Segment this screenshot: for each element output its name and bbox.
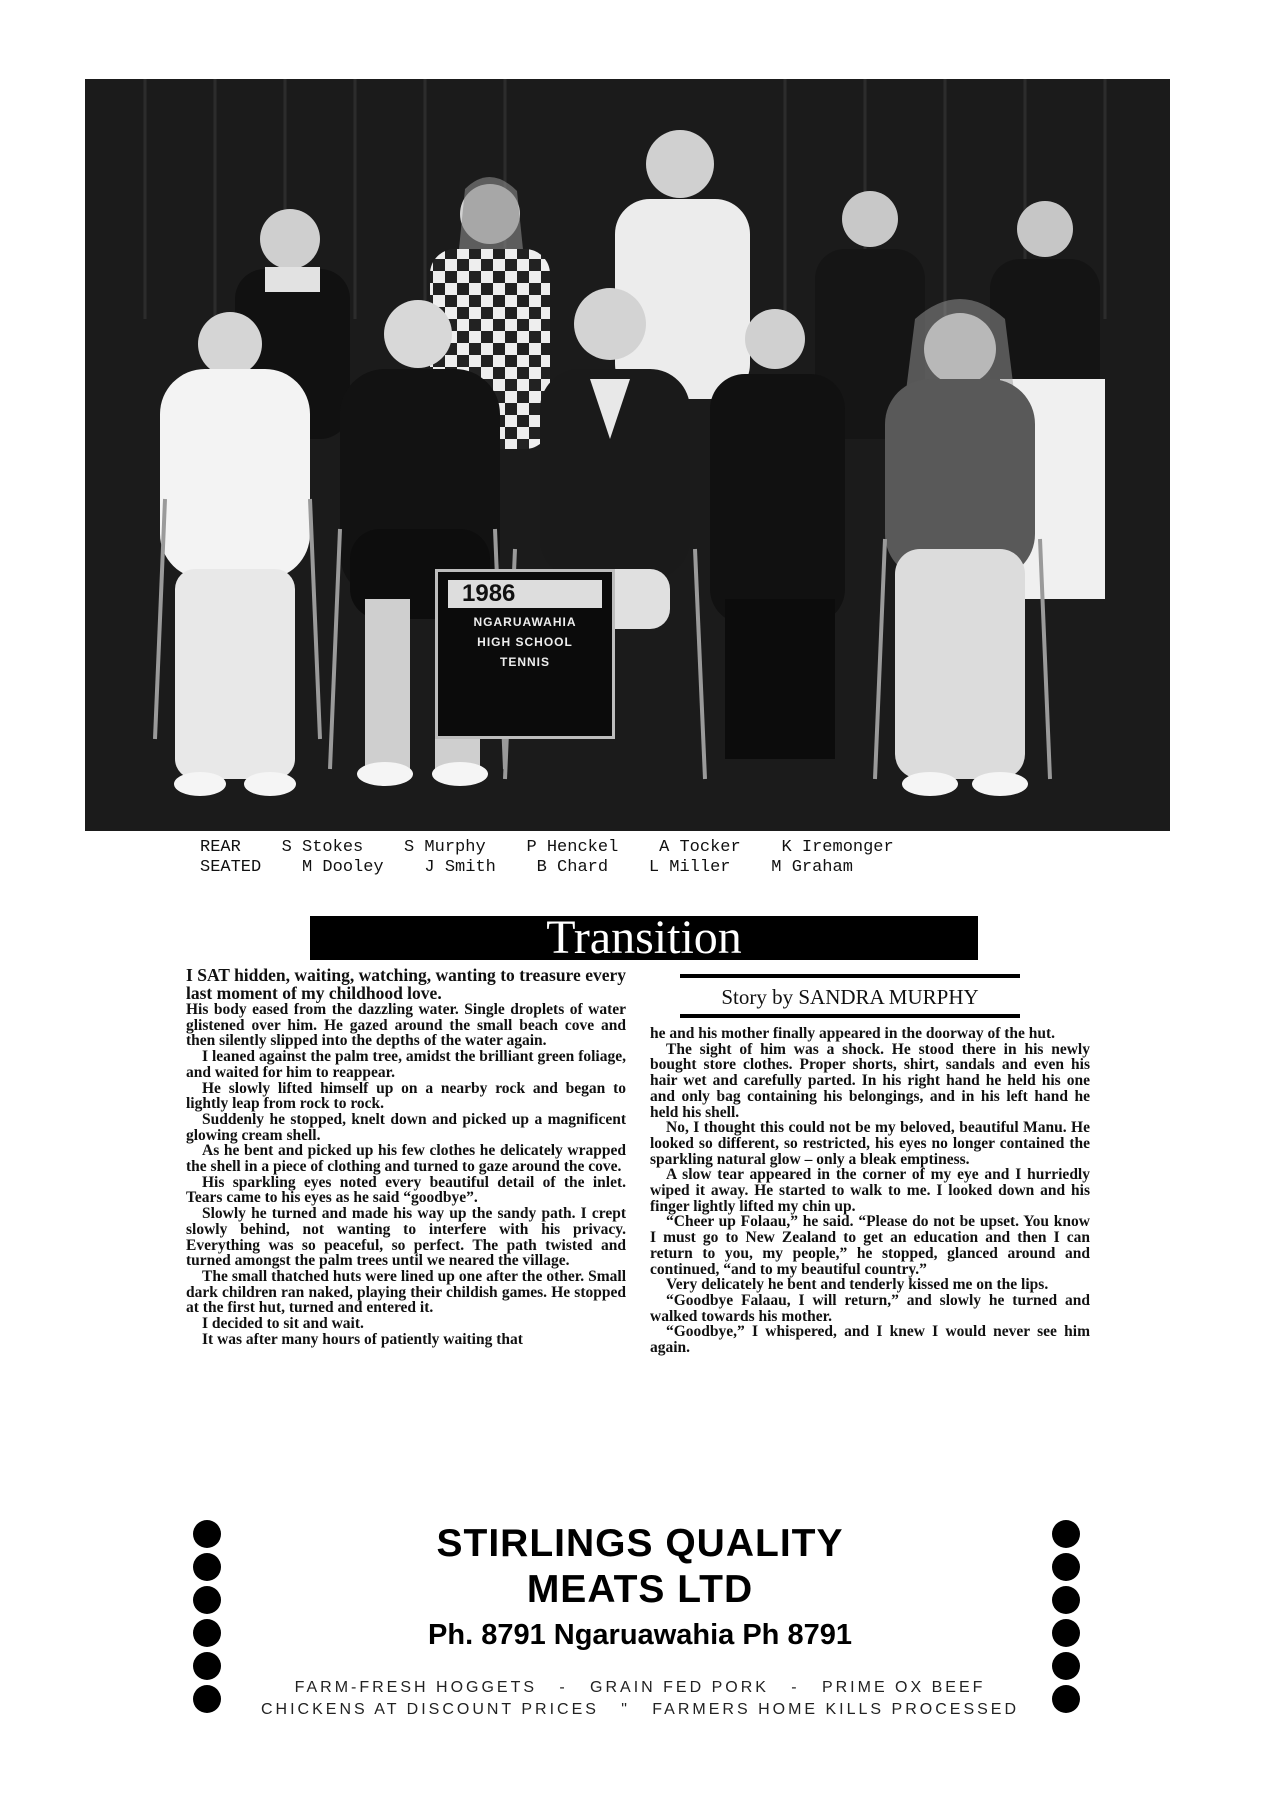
ad-phone: Ph. 8791 Ngaruawahia Ph 8791 bbox=[428, 1619, 852, 1651]
story-paragraph: A slow tear appeared in the corner of my eye and I hurriedly wiped it away. He started to walk to me. I looked down and his finger lightly lifted my chin up. bbox=[650, 1166, 1090, 1215]
story-paragraph: “Goodbye,” I whispered, and I knew I would never see him again. bbox=[650, 1323, 1090, 1357]
story-paragraph: I SAT hidden, waiting, watching, wanting to treasure every last moment of my childhood love. bbox=[186, 965, 626, 1003]
story-paragraph: Very delicately he bent and tenderly kissed me on the lips. bbox=[666, 1276, 1049, 1294]
story-title: Transition bbox=[310, 916, 978, 960]
story-paragraph: I decided to sit and wait. bbox=[202, 1315, 364, 1333]
bullet-dot-icon bbox=[1052, 1520, 1080, 1548]
ad-business-name-line1: STIRLINGS QUALITY bbox=[436, 1522, 844, 1565]
bullet-dot-icon bbox=[1052, 1619, 1080, 1647]
bullet-dot-icon bbox=[193, 1520, 221, 1548]
ad-products-line2: CHICKENS AT DISCOUNT PRICES " FARMERS HOME KILLS PROCESSED bbox=[260, 1701, 1020, 1718]
team-sign bbox=[435, 569, 615, 739]
team-photo bbox=[85, 79, 1170, 831]
team-sign-line1: NGARUAWAHIA bbox=[473, 615, 577, 629]
story-paragraph: “Goodbye Falaau, I will return,” and slowly he turned and walked towards his mother. bbox=[650, 1291, 1090, 1325]
team-sign-year: 1986 bbox=[448, 580, 602, 608]
ad-business-name-line2: MEATS LTD bbox=[526, 1568, 754, 1611]
ad-dots-left bbox=[193, 1520, 225, 1718]
bullet-dot-icon bbox=[1052, 1553, 1080, 1581]
byline-rule-top bbox=[680, 974, 1020, 978]
story-column-right bbox=[650, 1026, 1090, 1356]
ad-dots-right bbox=[1052, 1520, 1084, 1718]
bullet-dot-icon bbox=[193, 1553, 221, 1581]
story-byline: Story by SANDRA MURPHY bbox=[721, 985, 979, 1009]
caption-rear-row: REAR S Stokes S Murphy P Henckel A Tocker K Iremonger bbox=[200, 838, 894, 857]
story-paragraph: Slowly he turned and made his way up the sandy path. I crept slowly behind, not wanting to interfere with his privacy. Everything was so peaceful, so perfect. The path twisted and turned amongst the palm trees until we neared the village. bbox=[186, 1205, 626, 1270]
story-paragraph: Suddenly he stopped, knelt down and picked up a magnificent glowing cream shell. bbox=[186, 1110, 626, 1144]
story-paragraph: His sparkling eyes noted every beautiful detail of the inlet. Tears came to his eyes as he said “goodbye”. bbox=[186, 1173, 626, 1207]
story-paragraph: He slowly lifted himself up on a nearby rock and began to lightly leap from rock to rock. bbox=[186, 1079, 626, 1113]
team-sign-line2: HIGH SCHOOL bbox=[477, 635, 573, 649]
story-paragraph: he and his mother finally appeared in the doorway of the hut. bbox=[650, 1025, 1056, 1042]
story-paragraph: “Cheer up Folaau,” he said. “Please do not be upset. You know I must go to New Zealand to get an education and then I can return to you, my people,” he stopped, glanced around and continued, “and to my beautiful country.” bbox=[650, 1213, 1090, 1278]
bullet-dot-icon bbox=[193, 1619, 221, 1647]
bullet-dot-icon bbox=[1052, 1586, 1080, 1614]
story-paragraph: The sight of him was a shock. He stood there in his newly bought store clothes. Proper shorts, shirt, sandals and even his hair wet and carefully parted. In his right hand he held his one and only bag containing his belongings, and in his left hand he held his shell. bbox=[650, 1040, 1090, 1121]
bullet-dot-icon bbox=[193, 1586, 221, 1614]
caption-seated-row: SEATED M Dooley J Smith B Chard L Miller M Graham bbox=[200, 858, 853, 877]
story-paragraph: I leaned against the palm tree, amidst the brilliant green foliage, and waited for him to reappear. bbox=[186, 1048, 626, 1081]
bullet-dot-icon bbox=[1052, 1652, 1080, 1680]
story-paragraph: His body eased from the dazzling water. Single droplets of water glistened over him. He gazed around the small beach cove and then silently slipped into the depths of the water again. bbox=[186, 1001, 626, 1050]
bullet-dot-icon bbox=[193, 1652, 221, 1680]
story-paragraph: As he bent and picked up his few clothes he delicately wrapped the shell in a piece of clothing and turned to gaze around the cove. bbox=[186, 1142, 626, 1176]
story-paragraph: No, I thought this could not be my beloved, beautiful Manu. He looked so different, so restricted, his eyes no longer contained the sparkling natural glow – only a bleak emptiness. bbox=[650, 1119, 1090, 1168]
ad-products-line1: FARM-FRESH HOGGETS - GRAIN FED PORK - PRIME OX BEEF bbox=[294, 1679, 986, 1696]
byline-rule-bottom bbox=[680, 1014, 1020, 1018]
team-photo-illustration bbox=[85, 79, 1170, 831]
bullet-dot-icon bbox=[1052, 1685, 1080, 1713]
bullet-dot-icon bbox=[193, 1685, 221, 1713]
story-paragraph: The small thatched huts were lined up one after the other. Small dark children ran naked, playing their childish games. He stopped at the first hut, turned and entered it. bbox=[186, 1267, 626, 1317]
team-sign-line3: TENNIS bbox=[499, 655, 550, 669]
story-paragraph: It was after many hours of patiently waiting that bbox=[202, 1330, 523, 1348]
story-column-left bbox=[186, 966, 626, 1347]
